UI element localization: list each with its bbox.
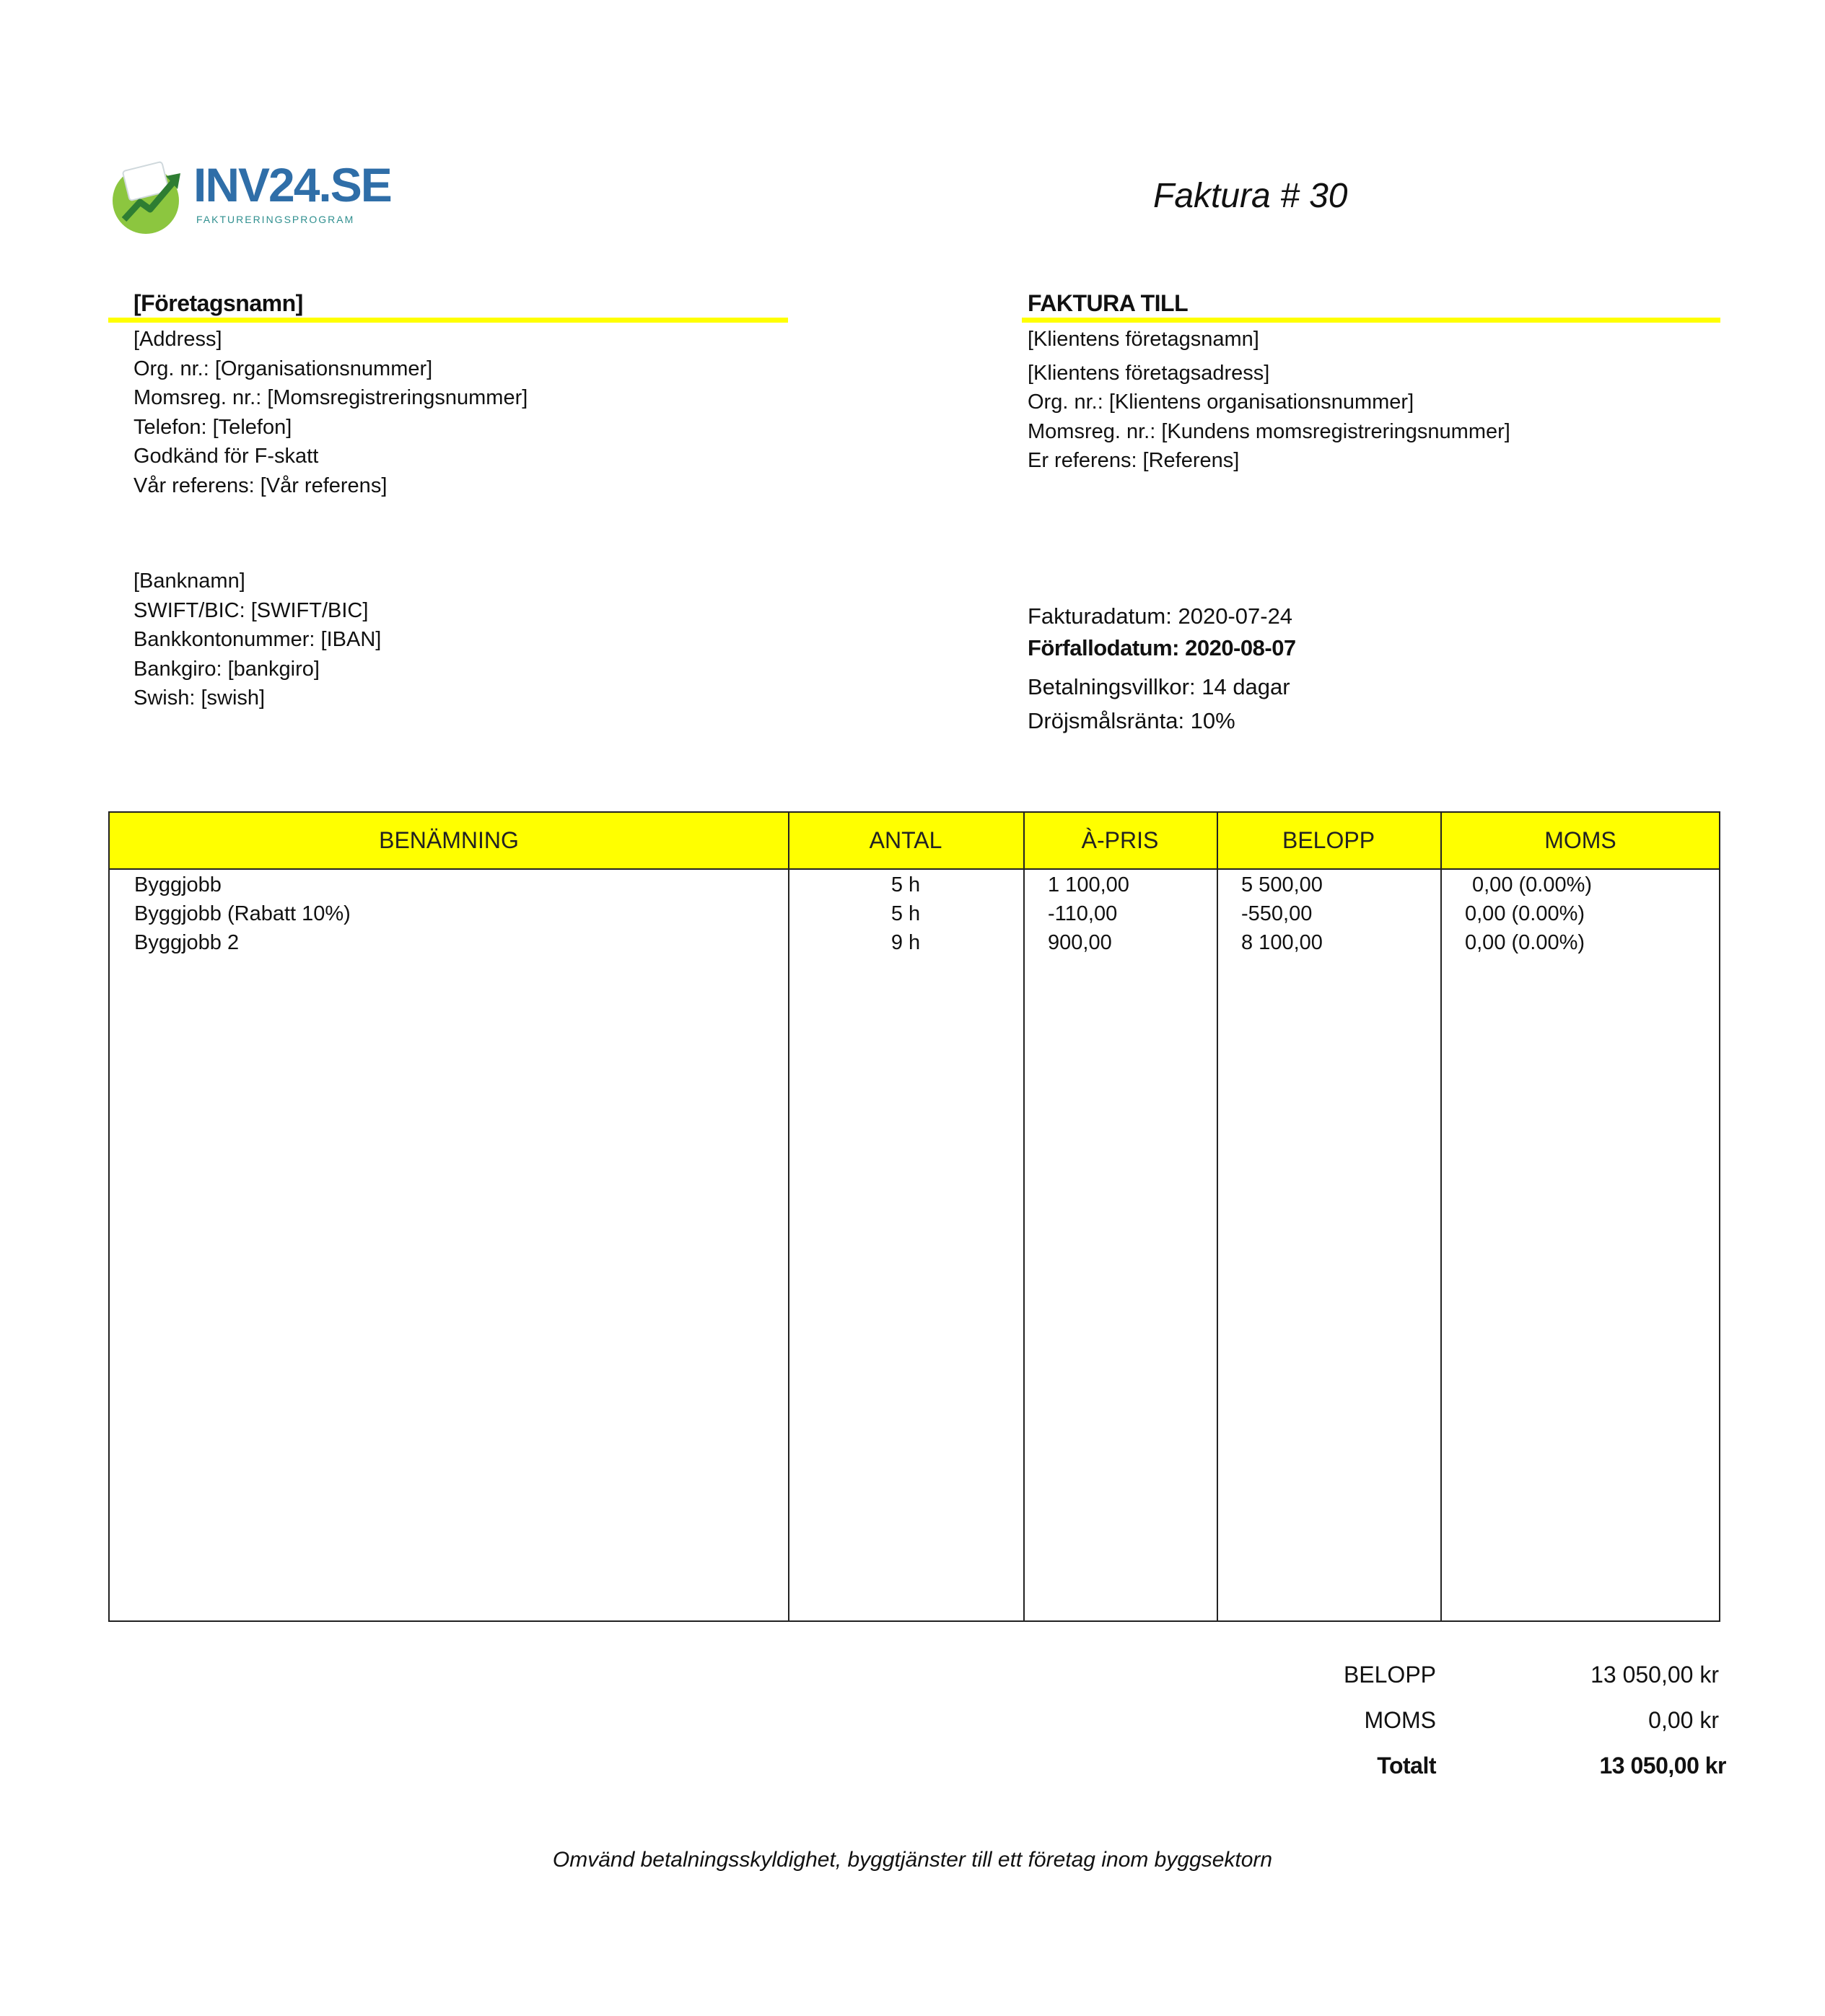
buyer-reference: Er referens: [Referens]: [1028, 449, 1240, 472]
seller-details: [134, 325, 528, 500]
subtotal-label: BELOPP: [1343, 1662, 1436, 1688]
column-divider: [1217, 813, 1218, 1620]
invoice-date: Fakturadatum: 2020-07-24: [1028, 603, 1293, 629]
vat-total-label: MOMS: [1364, 1707, 1436, 1733]
seller-phone: Telefon: [Telefon]: [134, 415, 292, 439]
bank-giro: Bankgiro: [bankgiro]: [134, 657, 320, 681]
due-date: Förfallodatum: 2020-08-07: [1028, 635, 1296, 660]
row-2-unit-price: -110,00: [1048, 902, 1118, 925]
header-amount: BELOPP: [1282, 827, 1375, 853]
row-3-description: Byggjobb 2: [134, 931, 240, 954]
invoice-dates: [1028, 603, 1677, 748]
buyer-vat-nr: Momsreg. nr.: [Kundens momsregistreringsnummer]: [1028, 419, 1510, 443]
seller-org-nr: Org. nr.: [Organisationsnummer]: [134, 357, 433, 380]
seller-vat-nr: Momsreg. nr.: [Momsregistreringsnummer]: [134, 386, 528, 409]
subtotal-value: 13 050,00 kr: [1590, 1662, 1719, 1688]
reverse-charge-note: Omvänd betalningsskyldighet, byggtjänster till ett företag inom byggsektorn: [552, 1848, 1273, 1872]
row-3-quantity: 9 h: [890, 931, 921, 954]
late-interest: Dröjsmålsränta: 10%: [1028, 708, 1235, 733]
row-2-description: Byggjobb (Rabatt 10%): [134, 902, 351, 925]
column-divider: [1023, 813, 1025, 1620]
vat-total-value: 0,00 kr: [1648, 1707, 1719, 1733]
grand-total-value: 13 050,00 kr: [1599, 1753, 1726, 1779]
row-1-quantity: 5 h: [890, 873, 921, 896]
grand-total-label: Totalt: [1377, 1753, 1436, 1779]
row-3-amount: 8 100,00: [1241, 931, 1323, 954]
bank-name: [Banknamn]: [134, 570, 245, 593]
header-quantity: ANTAL: [869, 827, 942, 853]
header-vat: MOMS: [1544, 827, 1616, 853]
header-unit-price: À-PRIS: [1081, 827, 1159, 853]
seller-underline: [108, 318, 788, 323]
bank-details: [134, 567, 381, 713]
invoice-title: Faktura # 30: [1153, 177, 1348, 215]
buyer-company: [Klientens företagsnamn]: [1028, 328, 1259, 351]
row-1-amount: 5 500,00: [1241, 873, 1323, 896]
seller-fskatt: Godkänd för F-skatt: [134, 445, 319, 468]
row-2-vat: 0,00 (0.00%): [1465, 902, 1585, 925]
bill-to-title: FAKTURA TILL: [1028, 290, 1189, 316]
buyer-underline: [1022, 318, 1720, 323]
buyer-org-nr: Org. nr.: [Klientens organisationsnummer]: [1028, 390, 1414, 414]
bank-account: Bankkontonummer: [IBAN]: [134, 628, 382, 651]
company-logo: [108, 153, 391, 240]
row-3-unit-price: 900,00: [1048, 931, 1112, 954]
buyer-details: [1028, 325, 1510, 476]
header-description: BENÄMNING: [379, 827, 519, 853]
seller-address: [Address]: [134, 328, 222, 351]
logo-icon: [108, 159, 188, 238]
column-divider: [1440, 813, 1442, 1620]
payment-terms: Betalningsvillkor: 14 dagar: [1028, 674, 1290, 699]
bank-swift: SWIFT/BIC: [SWIFT/BIC]: [134, 598, 369, 622]
bank-swish: Swish: [swish]: [134, 686, 266, 710]
row-3-vat: 0,00 (0.00%): [1465, 931, 1585, 954]
line-items-table: [108, 811, 1720, 1622]
logo-subtitle: FAKTURERINGSPROGRAM: [196, 214, 355, 225]
row-2-amount: -550,00: [1241, 902, 1313, 925]
row-2-quantity: 5 h: [890, 902, 921, 925]
row-1-unit-price: 1 100,00: [1048, 873, 1129, 896]
seller-name: [Företagsnamn]: [134, 290, 303, 316]
logo-text: INV24.SE: [193, 158, 391, 211]
buyer-address: [Klientens företagsadress]: [1028, 361, 1270, 385]
seller-reference: Vår referens: [Vår referens]: [134, 474, 388, 497]
row-1-description: Byggjobb: [134, 873, 222, 896]
row-1-vat: 0,00 (0.00%): [1472, 873, 1593, 896]
